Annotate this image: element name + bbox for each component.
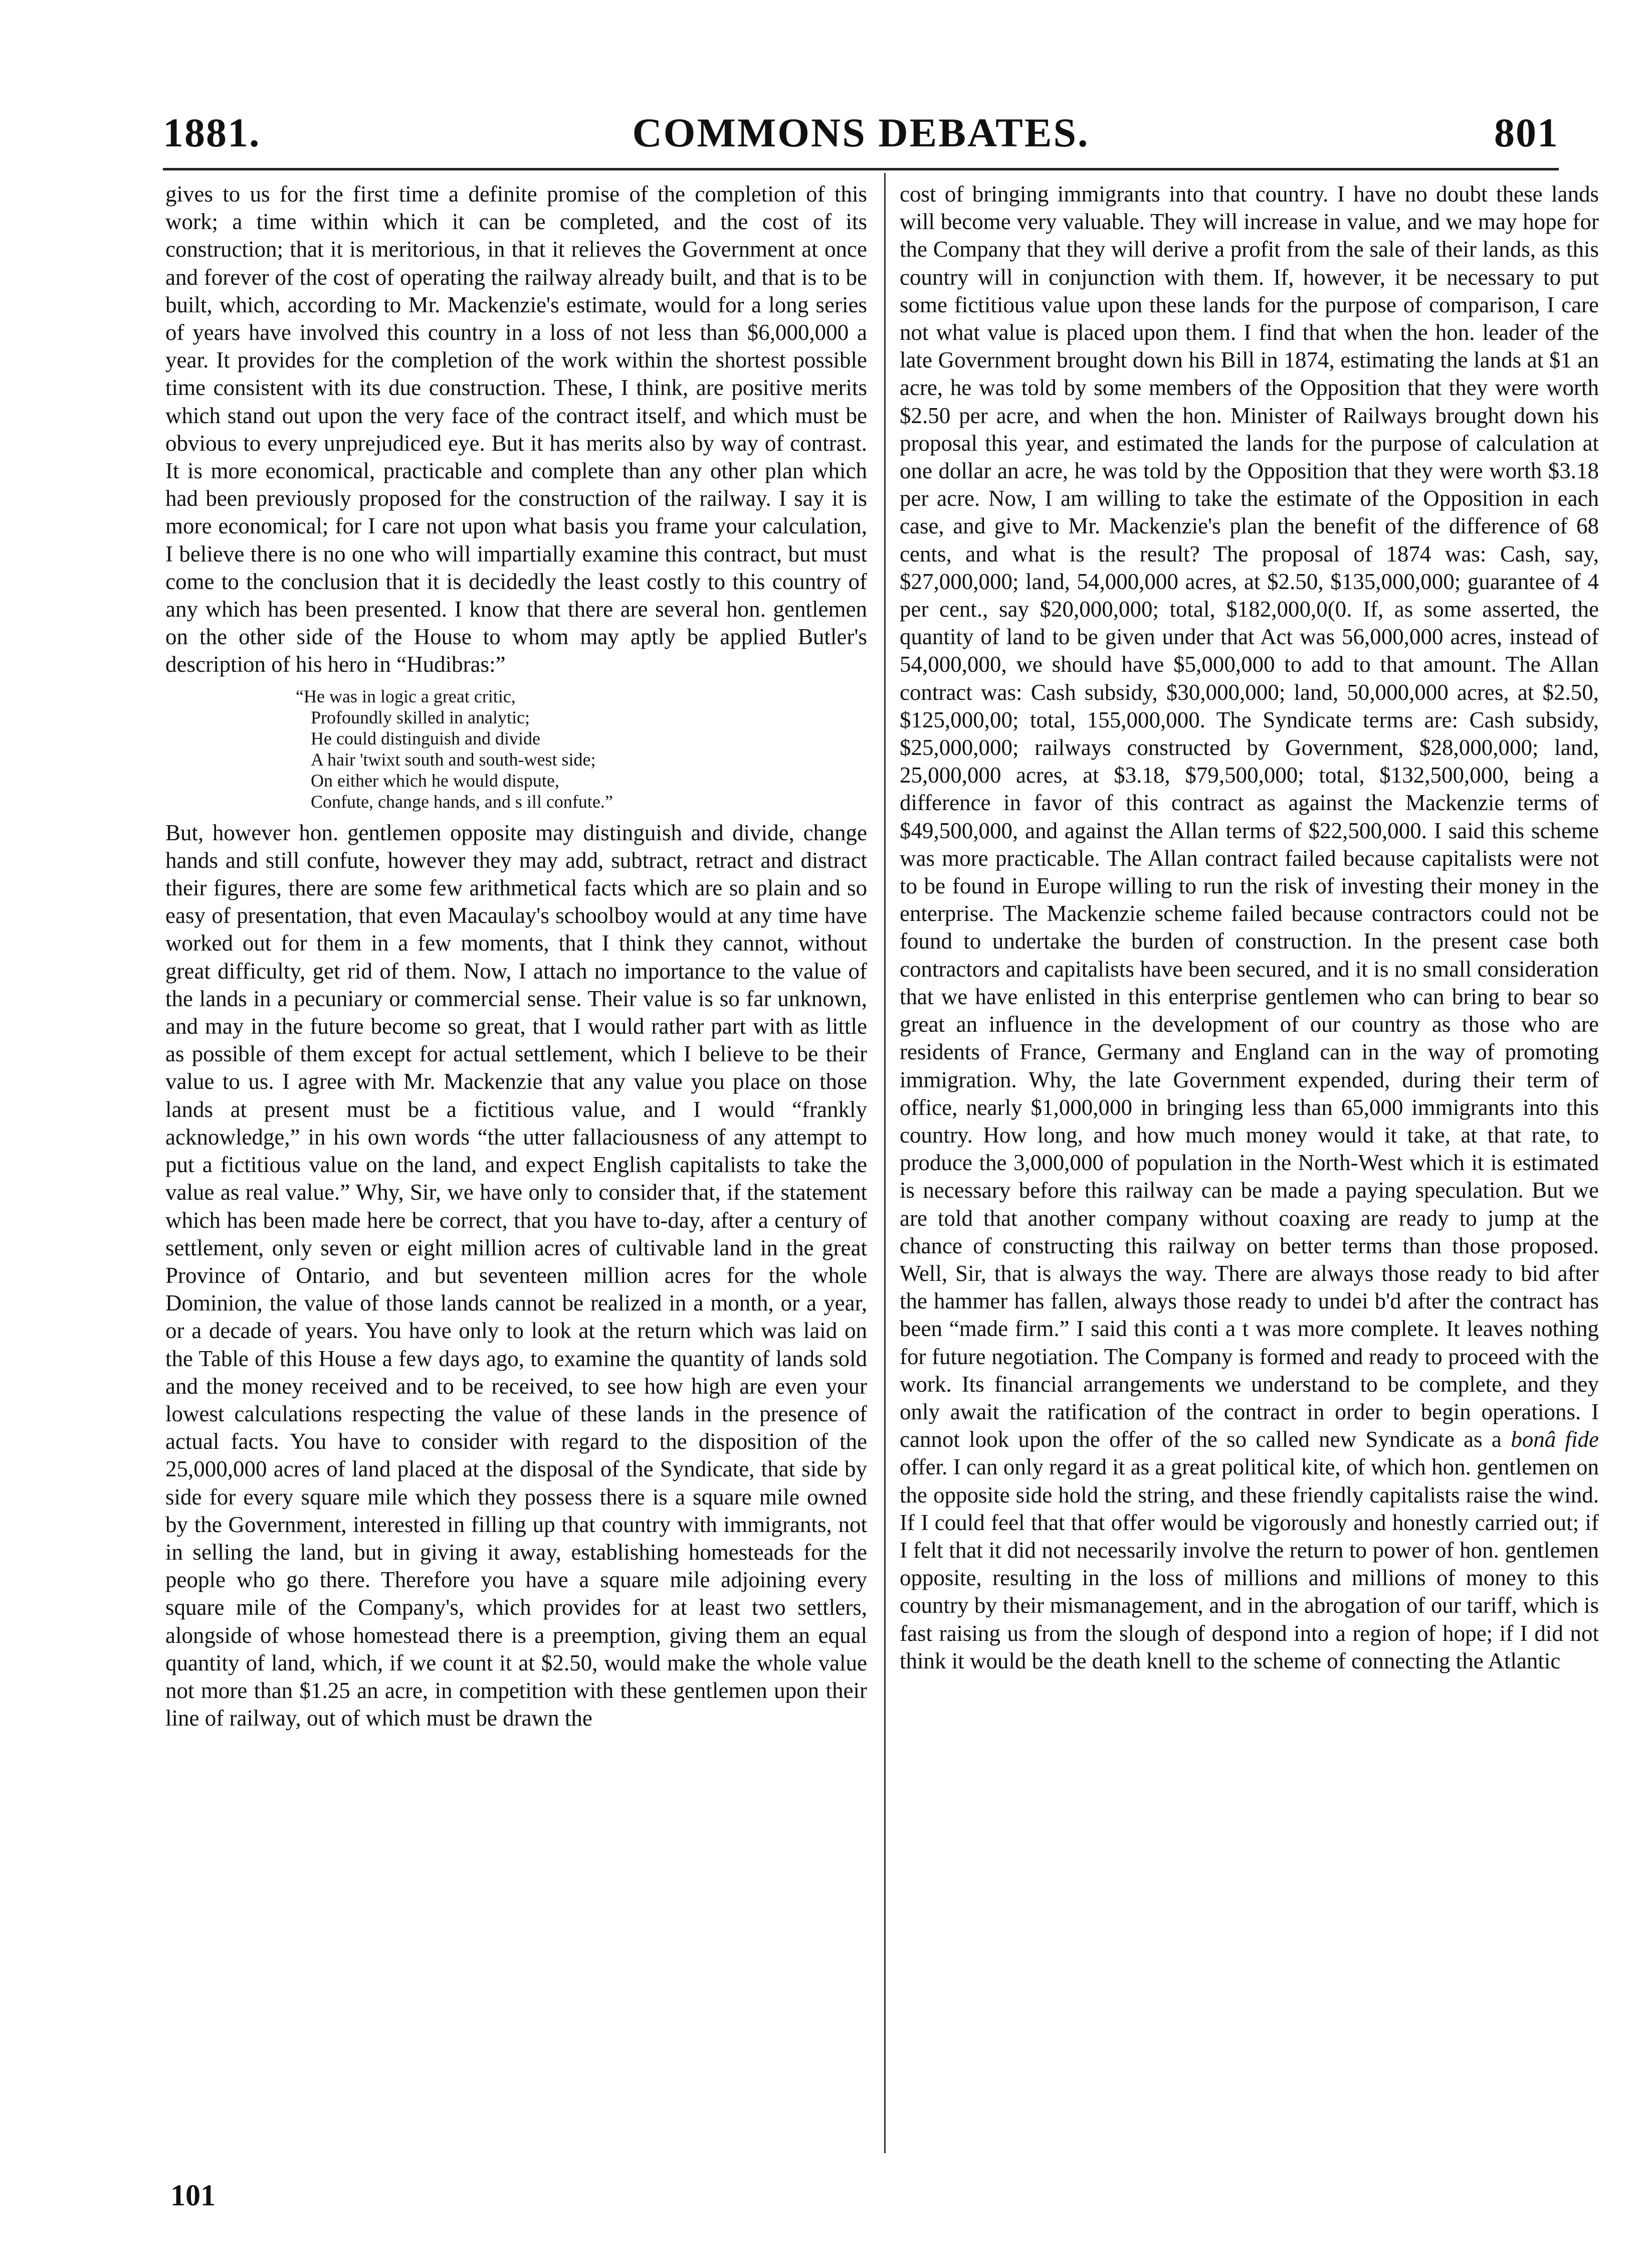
header-rule bbox=[163, 168, 1559, 170]
right-text-a: cost of bringing immigrants into that country. I have no doubt these lands will become very valuable. They will increase in value, and we may hope for the Company that they will derive a profit from the sale of their lands, as this country will in conjunction with them. If, however, it be necessary to put some fictitious value upon these lands for the purpose of comparison, I care not what value is placed upon them. I find that when the hon. leader of the late Government brought down his Bill in 1874, estimating the lands at $1 an acre, he was told by some members of the Opposition that they were worth $2.50 per acre, and when the hon. Minister of Railways brought down his proposal this year, and estimated the lands for the purpose of calculation at one dollar an acre, he was told by the Opposition that they were worth $3.18 per acre. Now, I am willing to take the estimate of the Opposition in each case, and give to Mr. Mackenzie's plan the benefit of the difference of 68 cents, and what is the result? The proposal of 1874 was: Cash, say, $27,000,000; land, 54,000,000 acres, at $2.50, $135,000,000; guarantee of 4 per cent., say $20,000,000; total, $182,000,0(0. If, as some asserted, the quantity of land to be given under that Act was 56,000,000 acres, instead of 54,000,000, we should have $5,000,000 to add to that amount. The Allan contract was: Cash subsidy, $30,000,000; land, 50,000,000 acres, at $2.50, $125,000,00; total, 155,000,000. The Syndicate terms are: Cash subsidy, $25,000,000; railways constructed by Government, $28,000,000; land, 25,000,000 acres, at $3.18, $79,500,000; total, $132,500,000, being a difference in favor of this contract as against the Mackenzie terms of $49,500,000, and against the Allan terms of $22,500,000. I said this scheme was more practicable. The Allan contract failed because capitalists were not to be found in Europe willing to run the risk of investing their money in the enterprise. The Mackenzie scheme failed because contractors could not be found to undertake the burden of construction. In the present case both contractors and capitalists have been secured, and it is no small consideration that we have enlisted in this enterprise gentlemen who can bring to bear so great an influence in the development of our country as those who are residents of France, Germany and England can in the way of promoting immigration. Why, the late Government expended, during their term of office, nearly $1,000,000 in bringing less than 65,000 immigrants into this country. How long, and how much money would it take, at that rate, to produce the 3,000,000 of population in the North-West which it is estimated is necessary before this railway can be made a paying speculation. But we are told that another company without coaxing are ready to jump at the chance of constructing this railway on better terms than those proposed. Well, Sir, that is always the way. There are always those ready to bid after the hammer has fallen, always those ready to undei b'd after the contract has been “made firm.” I said this conti a t was more complete. It leaves nothing for future negotiation. The Company is formed and ready to proceed with the work. Its financial arrangements we understand to be complete, and they only await the ratification of the contract in order to begin operations. I cannot look upon the offer of the so called new Syndicate as a bbox=[900, 181, 1599, 1452]
poem-line: Profoundly skilled in analytic; bbox=[311, 707, 530, 727]
page-header bbox=[163, 109, 1559, 162]
left-paragraph-2: But, however hon. gentlemen opposite may distinguish and divide, change hands and still confute, however they may add, subtract, retract and distract their figures, there are some few arithmetical facts which are so plain and so easy of presentation, that even Macaulay's schoolboy would at any time have worked out for them in a few moments, that I think they cannot, without great difficulty, get rid of them. Now, I attach no importance to the value of the lands in a pecuniary or commercial sense. Their value is so far unknown, and may in the future become so great, that I would rather part with as little as possible of them except for actual settlement, which I believe to be their value to us. I agree with Mr. Mackenzie that any value you place on those lands at present must be a fictitious value, and I would “frankly acknowledge,” in his own words “the utter fallaciousness of any attempt to put a fictitious value on the land, and expect English capitalists to take the value as real value.” Why, Sir, we have only to consider that, if the statement which has been made here be correct, that you have to-day, after a century of settlement, only seven or eight million acres of cultivable land in the great Province of Ontario, and but seventeen million acres for the whole Dominion, the value of those lands cannot be realized in a month, or a year, or a decade of years. You have only to look at the return which was laid on the Table of this House a few days ago, to examine the quantity of lands sold and the money received and to be received, to see how high are even your lowest calculations respecting the value of these lands in the presence of actual facts. You have to consider with regard to the disposition of the 25,000,000 acres of land placed at the disposal of the Syndicate, that side by side for every square mile which they possess there is a square mile owned by the Government, interested in filling up that country with immigrants, not in selling the land, but in giving it away, establishing homesteads for the people who go there. Therefore you have a square mile adjoining every square mile of the Company's, which provides for at least two settlers, alongside of whose homestead there is a preemption, giving them an equal quantity of land, which, if we count it at $2.50, would make the whole value not more than $1.25 an acre, in competition with these gentlemen upon their line of railway, out of which must be drawn the bbox=[165, 820, 867, 1731]
right-column bbox=[900, 180, 1599, 1675]
left-column bbox=[165, 180, 867, 1732]
poem-line: “He was in logic a great critic, bbox=[296, 686, 516, 706]
header-title: COMMONS DEBATES. bbox=[632, 110, 1090, 155]
left-paragraph-1: gives to us for the first time a definite promise of the completion of this work; a time within which it can be completed, and the cost of its construction; that it is meritorious, in that it relieves the Government at once and forever of the cost of operating the railway already built, and that is to be built, which, according to Mr. Mackenzie's estimate, would for a long series of years have involved this country in a loss of not less than $6,000,000 a year. It provides for the completion of the work within the shortest possible time consistent with its due construction. These, I think, are positive merits which stand out upon the very face of the contract itself, and which must be obvious to every unprejudiced eye. But it has merits also by way of contrast. It is more economical, practicable and complete than any other plan which had been previously proposed for the construction of the railway. I say it is more economical; for I care not upon what basis you frame your calculation, I believe there is no one who will impartially examine this contract, but must come to the conclusion that it is decidedly the least costly to this country of any which has been presented. I know that there are several hon. gentlemen on the other side of the House to whom may aptly be applied Butler's description of his hero in “Hudibras:” bbox=[165, 181, 867, 677]
right-text-b: offer. I can only regard it as a great political kite, of which hon. gentlemen on the opposite side hold the string, and these friendly capitalists raise the wind. If I could feel that that offer would be vigorously and honestly carried out; if I felt that it did not necessarily involve the return to power of hon. gentlemen opposite, resulting in the loss of millions and millions of money to this country by their mismanagement, and in the abrogation of our tariff, which is fast raising us from the slough of despond into a region of hope; if I did not think it would be the death knell to the scheme of connecting the Atlantic bbox=[900, 1454, 1599, 1673]
poem-line: He could distinguish and divide bbox=[311, 728, 540, 748]
bona-fide-italic: bonâ fide bbox=[1511, 1427, 1599, 1452]
signature-number: 101 bbox=[170, 2179, 216, 2212]
poem-line: A hair 'twixt south and south-west side; bbox=[311, 749, 596, 770]
poem-line: Confute, change hands, and s ill confute.” bbox=[311, 791, 613, 812]
right-paragraph-1 bbox=[900, 180, 1599, 1675]
poem-line: On either which he would dispute, bbox=[311, 770, 559, 791]
header-year: 1881. bbox=[163, 110, 261, 155]
hudibras-quotation bbox=[296, 686, 867, 812]
column-divider bbox=[884, 173, 886, 2153]
header-page-number: 801 bbox=[1494, 110, 1559, 155]
